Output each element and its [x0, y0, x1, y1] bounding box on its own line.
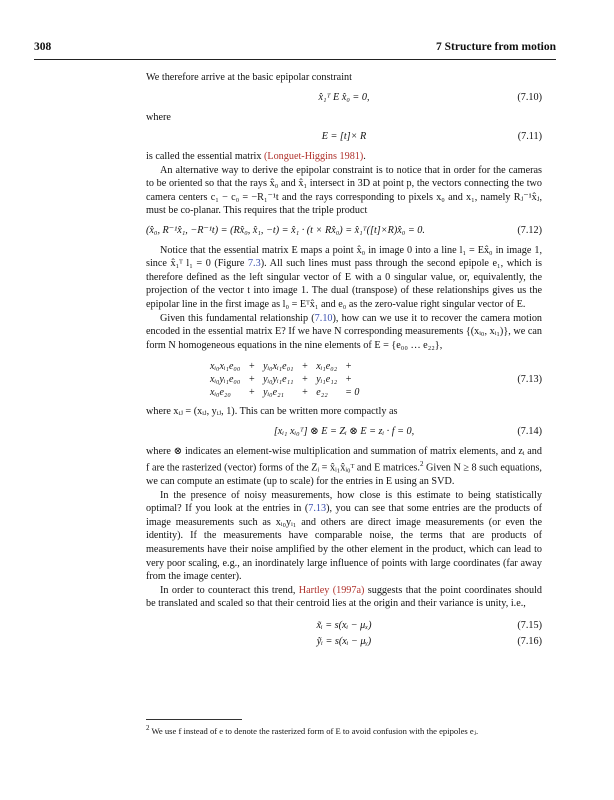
footnote-mark: 2 [146, 724, 150, 732]
citation-link[interactable]: Hartley (1997a) [298, 584, 365, 596]
equation-row [206, 386, 363, 399]
equation-7-16 [146, 635, 542, 649]
equation-7-14 [146, 425, 542, 439]
term: yᵢ₀yᵢ₁e₁₁ [263, 374, 294, 386]
equation-7-15 [146, 619, 542, 633]
footnote-rule [146, 719, 242, 720]
equation-body: ỹᵢ = s(xᵢ − μᵧ) [316, 635, 372, 647]
paragraph [146, 584, 542, 611]
text-span: In order to counteract this trend, [160, 584, 299, 596]
paragraph [146, 244, 542, 312]
paragraph [146, 150, 542, 164]
operator: + [301, 387, 309, 399]
equation-body: E = [t]× R [321, 131, 367, 143]
operator: + [301, 374, 309, 386]
text-span: ), how can we use it to recover the camera motion encoded in the essential matrix E? If we have N corresponding measurements {(xᵢ₀, xᵢ₁)}, we can form N homogeneous equations in the nine elements of E = {e₀₀ … e₂₂}, [146, 312, 543, 351]
equation-number: (7.10) [517, 91, 542, 103]
text-span: is called the essential matrix [146, 151, 262, 163]
equation-number: (7.14) [517, 425, 542, 437]
equation-7-13 [146, 360, 542, 399]
term: e₂₂ [316, 387, 328, 399]
term: xᵢ₀yᵢ₁e₀₀ [210, 374, 241, 386]
footnote [146, 724, 542, 737]
equation-body: x̂₁ᵀ E x̂₀ = 0, [318, 91, 370, 103]
operator: + [345, 374, 352, 386]
equation-system [206, 360, 363, 399]
text-span: suggests that the point coordinates should be translated and scaled so that their centroid lies at the origin and their variance is unity, i.e., [146, 584, 542, 610]
paragraph: We therefore arrive at the basic epipolar constraint [146, 72, 352, 83]
equation-row [206, 373, 363, 386]
term: yᵢ₁e₁₂ [316, 374, 338, 386]
figure-link[interactable]: 7.3 [247, 258, 261, 270]
text-span: . [363, 151, 366, 163]
text-span: Given this fundamental relationship ( [160, 312, 315, 324]
equation-link[interactable]: 7.10 [314, 312, 333, 324]
text-span: Notice that the essential matrix E maps a point x̂₀ in image 0 into a line l₁ = Ex̂₀ in image 1, since x̂₁ᵀ l₁ = 0 (Figure [146, 244, 542, 270]
text-span: ). All such lines must pass through the second epipole e₁, which is therefore defined as the left singular vector of E with a 0 singular value, or, equivalently, the projection of the vector t into image 1. The dual (transpose) of these relationships gives us the epipolar line in the first image as l₀ = Eᵀx̂₁ and e₀ as the zero-value right singular vector of E. [146, 258, 542, 311]
term: yᵢ₀e₂₁ [263, 387, 285, 399]
text-span: Given N ≥ 8 such equations, we can compute an estimate (up to scale) for the entries in E using an SVD. [146, 462, 542, 488]
equation-number: (7.15) [517, 619, 542, 631]
running-head: 7 Structure from motion [436, 41, 556, 53]
footnote-text: We use f instead of e to denote the rasterized form of E to avoid confusion with the epipoles eⱼ. [151, 725, 479, 736]
citation-link[interactable]: (Longuet-Higgins 1981) [263, 151, 364, 163]
page-number: 308 [34, 41, 52, 53]
operator: + [248, 387, 256, 399]
header-rule [34, 59, 556, 60]
paragraph: where [146, 111, 171, 123]
equation-7-10 [146, 91, 542, 105]
operator: + [248, 374, 256, 386]
text-span: where ⊗ indicates an element-wise multiplication and summation of matrix elements, and zᵢ and f are the rasterized (vector) forms of the Zᵢ = x̂ᵢ₁x̂ᵢ₀ᵀ and E matrices. [146, 445, 542, 474]
footnote-marker[interactable]: 2 [419, 460, 424, 469]
term: yᵢ₀xᵢ₁e₀₁ [263, 361, 294, 373]
paragraph [146, 445, 542, 489]
equation-body: x̃ᵢ = s(xᵢ − μₓ) [316, 619, 372, 631]
equation-body: (x̂₀, R⁻¹x̂₁, −R⁻¹t) = (Rx̂₀, x̂₁, −t) = x̂₁ · (t × Rx̂₀) = x̂₁ᵀ([t]×R)x̂₀ = 0. [146, 224, 425, 236]
equation-body: [xᵢ₁ xᵢ₀ᵀ] ⊗ E = Zᵢ ⊗ E = zᵢ · f = 0, [273, 425, 415, 437]
operator: + [248, 361, 256, 373]
text-span: In the presence of noisy measurements, how close is this estimate to being statistically optimal? If you look at the entries in ( [146, 489, 542, 515]
equation-row [206, 360, 363, 373]
equation-number: (7.13) [517, 374, 542, 386]
operator: + [301, 361, 309, 373]
operator: + [345, 361, 352, 373]
main-text [146, 71, 542, 655]
equation-link[interactable]: 7.13 [308, 503, 327, 515]
equation-number: (7.11) [517, 131, 542, 143]
paragraph: where xᵢⱼ = (xᵢⱼ, yᵢⱼ, 1). This can be written more compactly as [146, 406, 398, 418]
text-span: ), you can see that some entries are the products of image measurements such as xᵢ₀yᵢ₁ and others are direct image measurements (or even the identity). If the measurements have comparable noise, the terms that are products of measurements have their noise amplified by the other element in the product, which can lead to very poor scaling, e.g., an inordinately large influence of points with large coordinates (far away from the image center). [146, 503, 542, 583]
equation-number: (7.12) [517, 224, 542, 236]
paragraph [146, 312, 542, 353]
equation-number: (7.16) [517, 635, 542, 647]
equation-7-12 [146, 224, 542, 238]
term: xᵢ₁e₀₂ [316, 361, 338, 373]
paragraph [146, 489, 542, 584]
paragraph: An alternative way to derive the epipolar constraint is to notice that in order for the cameras to be oriented so that the rays x̂₀ and x̂₁ intersect in 3D at point p, the vectors connecting the two camera centers c₁ − c₀ = −R₁⁻¹t and the rays corresponding to pixels x₀ and x₁, namely Rⱼ⁻¹x̂ⱼ, must be co-planar. This requires that the triple product [146, 164, 542, 217]
equation-7-11 [146, 130, 542, 144]
term: xᵢ₀xᵢ₁e₀₀ [210, 361, 241, 373]
term: xᵢ₀e₂₀ [210, 387, 231, 399]
operator: = 0 [345, 387, 360, 399]
